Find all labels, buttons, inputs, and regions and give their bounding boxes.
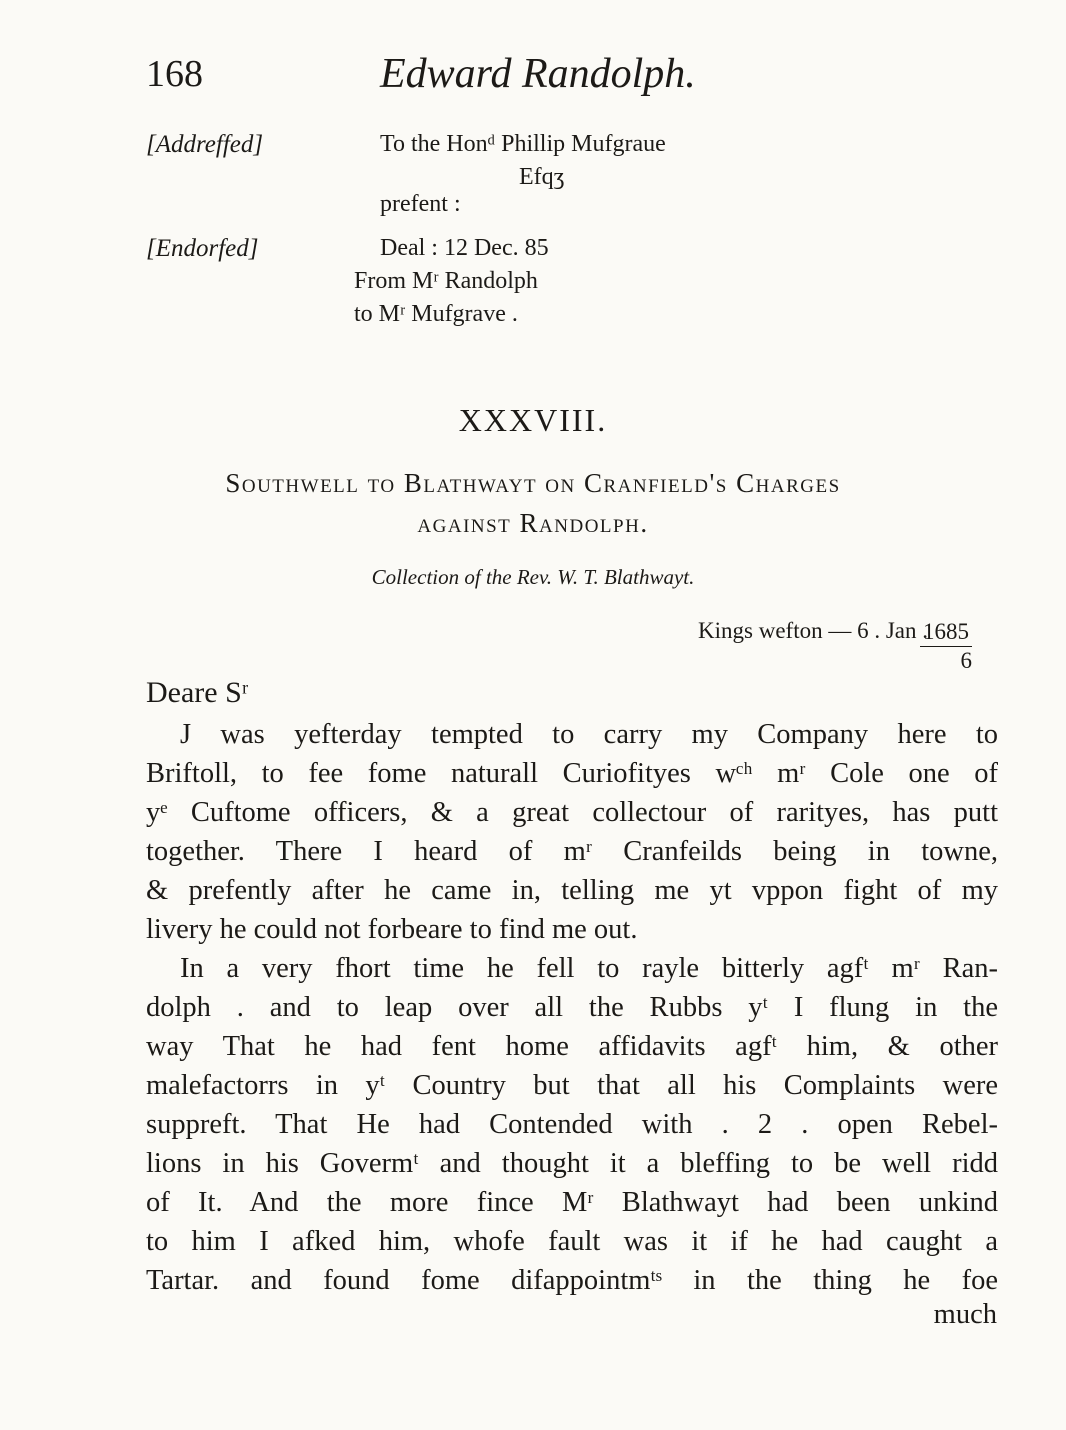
- text-line: Tartar. and found fome difappointmᵗˢ in the thing he foe: [146, 1265, 998, 1296]
- text-line: J was yefterday tempted to carry my Company here to: [180, 719, 998, 750]
- endorsed-line: Deal : 12 Dec. 85: [380, 235, 549, 261]
- section-title: Southwell to Blathwayt on Cranfield's Charges: [225, 468, 841, 498]
- text-line: & prefently after he came in, telling me yt vppon fight of my: [146, 875, 998, 906]
- text-line: dolph . and to leap over all the Rubbs yᵗ I flung in the: [146, 992, 998, 1023]
- text-line: yᵉ Cuftome officers, & a great collectour of rarityes, has putt: [146, 797, 998, 828]
- text-line: livery he could not forbeare to find me out.: [146, 914, 638, 945]
- page-number: 168: [146, 53, 203, 95]
- section-number: XXXVIII.: [458, 402, 608, 438]
- paragraph-1: [146, 715, 998, 949]
- text-line: to him I afked him, whofe fault was it if he had caught a: [146, 1226, 998, 1257]
- endorsed-label: [Endorfed]: [146, 235, 259, 262]
- text-line: of It. And the more fince Mʳ Blathwayt had been unkind: [146, 1187, 998, 1218]
- running-title: Edward Randolph.: [380, 51, 696, 97]
- source-note: Collection of the Rev. W. T. Blathwayt.: [371, 565, 695, 589]
- endorsed-line: From Mʳ Randolph: [354, 268, 538, 294]
- dateline: Kings wefton — 6 . Jan .: [698, 618, 928, 643]
- text-line: suppreft. That He had Contended with . 2 . open Rebel-: [146, 1109, 998, 1140]
- endorsed-line: to Mʳ Mufgrave .: [354, 301, 518, 327]
- salutation: Deare Sʳ: [146, 676, 249, 709]
- date-year-numerator: 1685: [920, 618, 972, 647]
- text-line: lions in his Govermᵗ and thought it a bleffing to be well ridd: [146, 1148, 998, 1179]
- text-line: way That he had fent home affidavits agfᵗ him, & other: [146, 1031, 998, 1062]
- paragraph-2: [146, 949, 998, 1300]
- text-line: together. There I heard of mʳ Cranfeilds being in towne,: [146, 836, 998, 867]
- date-year-denominator: 6: [960, 648, 972, 673]
- addressed-label: [Addreffed]: [146, 131, 264, 158]
- text-line: malefactorrs in yᵗ Country but that all his Complaints were: [146, 1070, 998, 1101]
- date-year: [920, 618, 972, 675]
- text-line: In a very fhort time he fell to rayle bitterly agfᵗ mʳ Ran-: [180, 953, 998, 984]
- section-title-continued: against Randolph.: [417, 508, 649, 538]
- text-line: Briftoll, to fee fome naturall Curiofityes wᶜʰ mʳ Cole one of: [146, 758, 998, 789]
- catchword: much: [933, 1299, 997, 1330]
- addressed-line: prefent :: [380, 191, 461, 217]
- addressed-line: Efqʒ: [519, 164, 565, 190]
- addressed-line: To the Honᵈ Phillip Mufgraue: [380, 131, 666, 157]
